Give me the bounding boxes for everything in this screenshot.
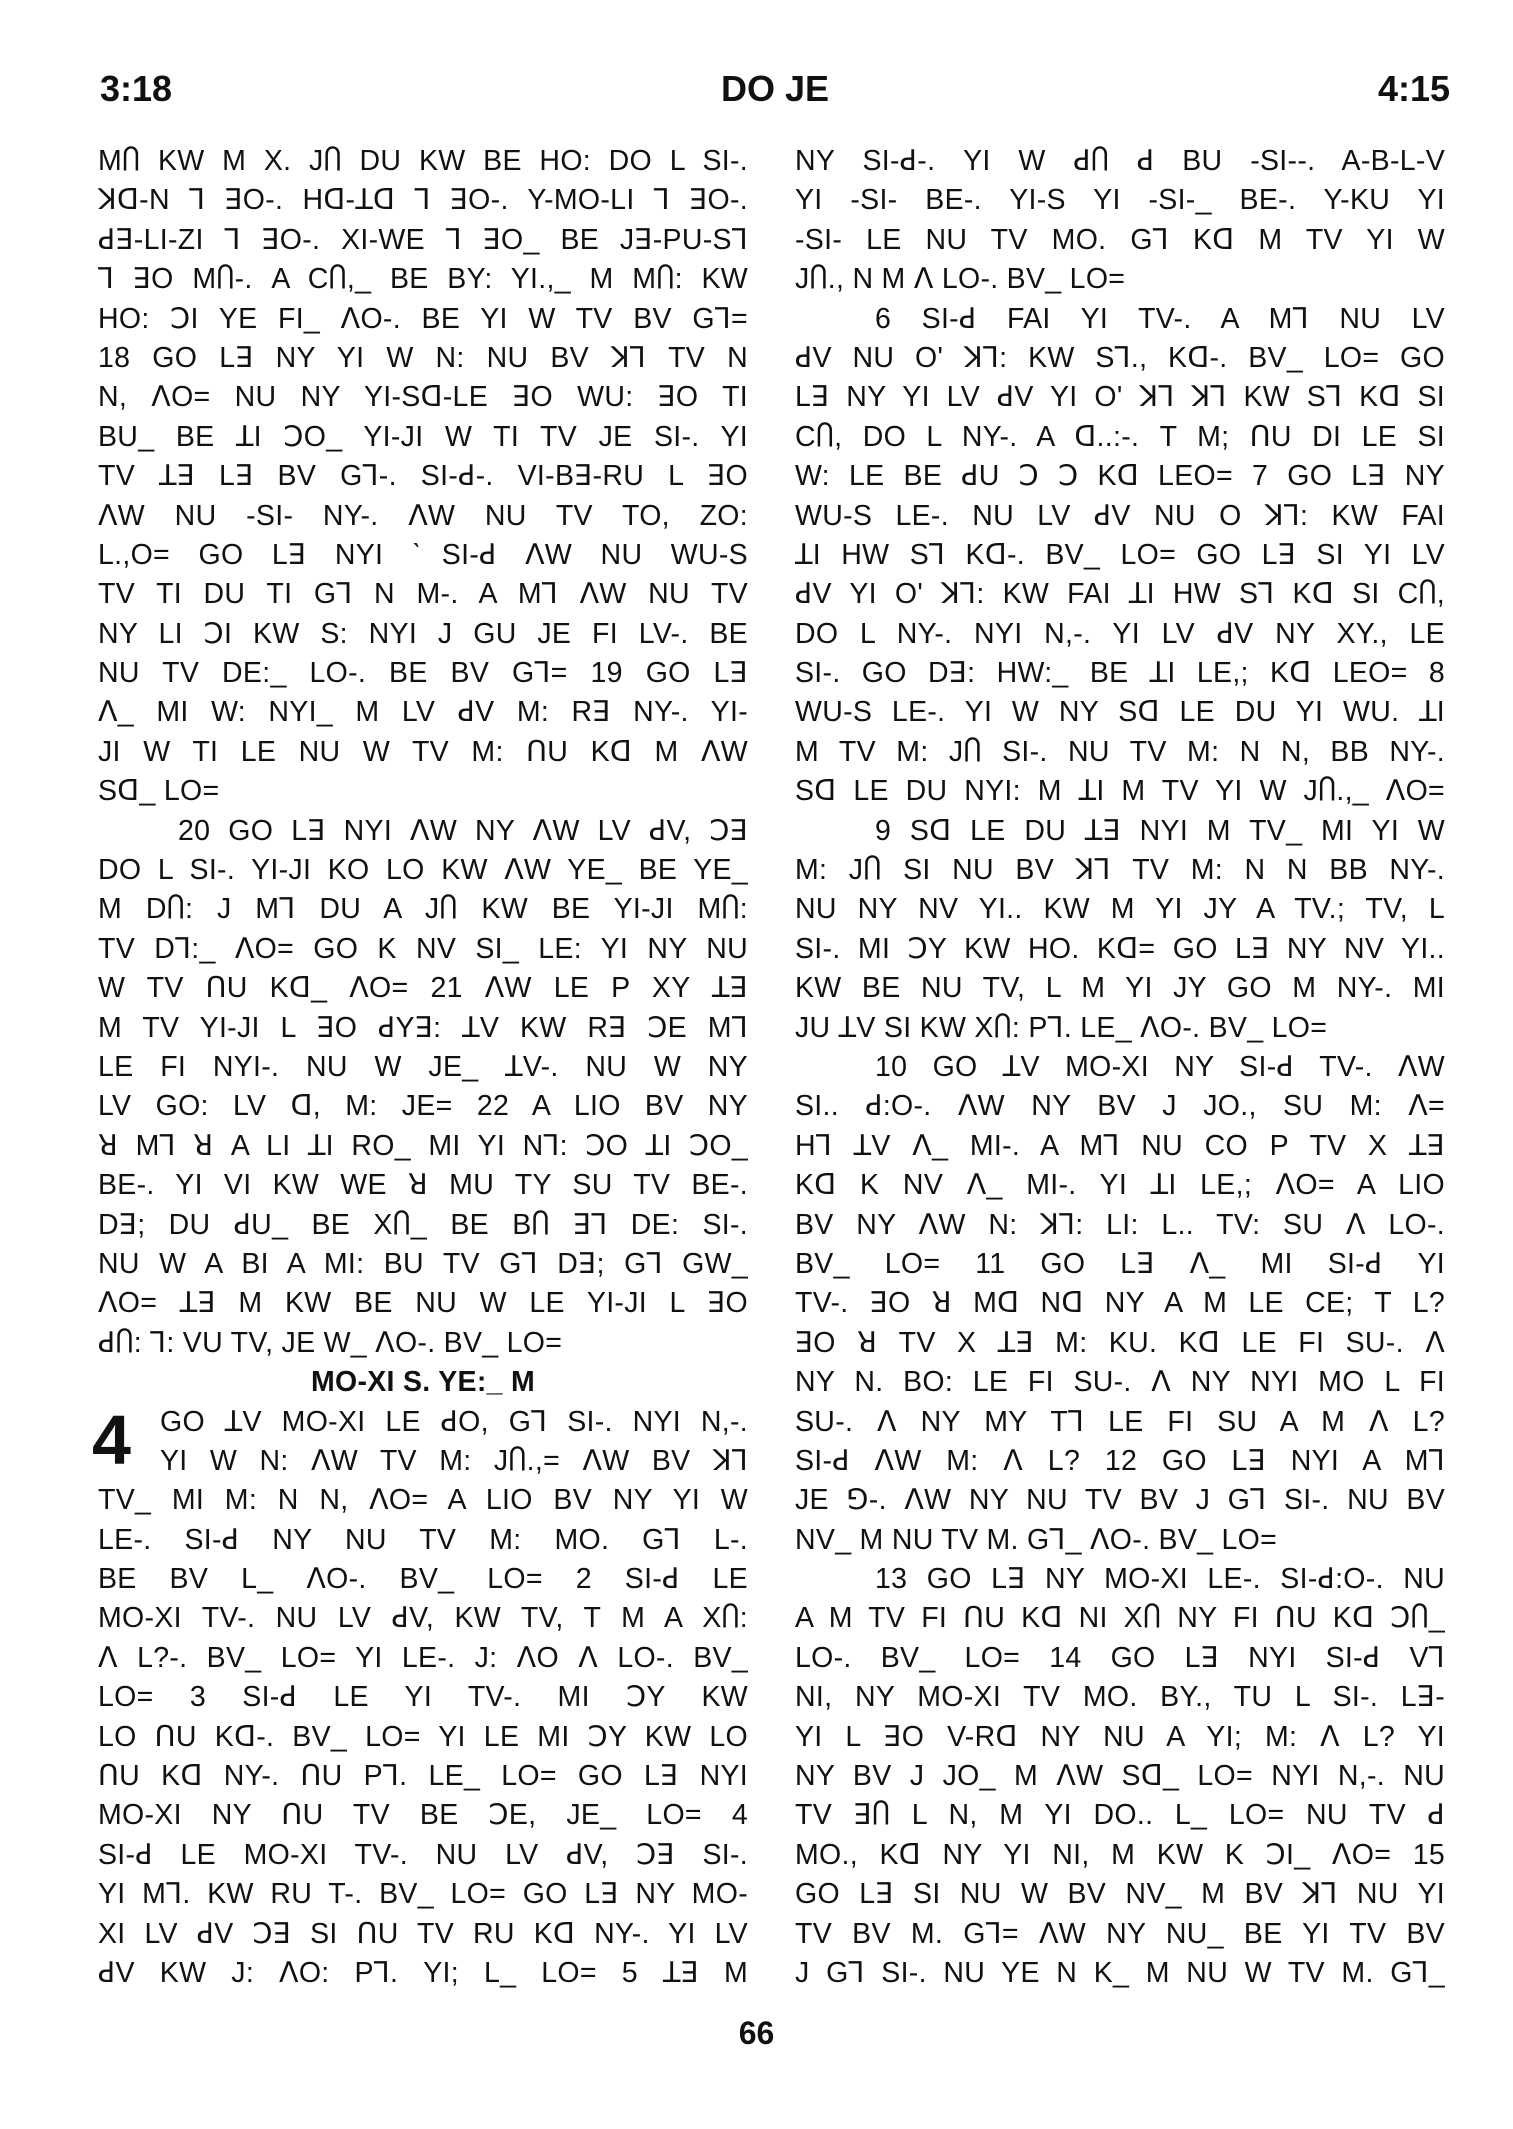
text-line: M TV YI-JI L ꓱO ꓒYꓱ: ꓕV KW Rꓱ ꓛE Mꓶ [98,1011,748,1044]
text-line: NY LI ꓛI KW S: NYI J GU JE FI LV-. BE [98,617,748,650]
text-line: 13 GO Lꓱ NY MO-XI LE-. SI-ꓒ:O-. NU [875,1563,1445,1596]
text-line: JI W TI LE NU W TV M: ꓵU Kᗡ M ꓥW [98,735,748,768]
text-line: NI, NY MO-XI TV MO. BY., TU L SI-. Lꓱ- [795,1681,1445,1714]
text-line: ꓒꓱ-LI-ZI ꓶ ꓱO-. XI-WE ꓶ ꓱO_ BE Jꓱ-PU-Sꓶ [98,223,748,256]
text-line: BE BV L_ ꓥO-. BV_ LO= 2 SI-ꓒ LE [98,1563,748,1596]
text-line: NY SI-ꓒ-. YI W ꓒႶ ꓒ BU -SI--. A-B-L-V [795,145,1445,177]
text-line: 9 Sᗡ LE DU ꓕꓱ NYI M TV_ MI YI W [875,814,1445,847]
text-line: ꓤ Mꓶ ꓤ A LI ꓕI RO_ MI YI Nꓶ: ꓛO ꓕI ꓛO_ [98,1129,748,1162]
right-para6 [795,300,1445,812]
text-line: ꓶ ꓱO MႶ-. A CႶ,_ BE BY: YI.,_ M MႶ: KW [98,263,748,296]
text-line: SI.. ꓒ:O-. ꓥW NY BV J JO., SU M: ꓥ= [795,1090,1445,1123]
left-before [98,142,748,812]
text-line: ꓒV KW J: ꓥO: Pꓶ. YI; L_ LO= 5 ꓕꓱ M [98,1956,748,1989]
text-line: WU-S LE-. NU LV ꓒV NU O ꓘꓶ: KW FAI [795,499,1445,532]
text-line: ꓒႶ: ꓶ: VU TV, JE W_ ꓥO-. BV_ LO= [98,1326,563,1359]
text-line: L.,O= GO Lꓱ NYI ˋSI-ꓒ ꓥW NU WU-S [98,538,748,571]
text-line: Dꓱ; DU ꓒU_ BE XႶ_ BE BႶ ꓱꓶ DE: SI-. [98,1208,748,1241]
text-line: 10 GO ꓕV MO-XI NY SI-ꓒ TV-. ꓥW [875,1050,1445,1083]
text-line: BE-. YI VI KW WE ꓤ MU TY SU TV BE-. [98,1169,748,1202]
text-line: MႶ KW M X. JႶ DU KW BE HO: DO L SI-. [98,145,748,177]
text-line: HO: ꓛI YE FI_ ꓥO-. BE YI W TV BV Gꓶ= [98,302,748,335]
text-line: Sᗡ_ LO= [98,775,220,808]
text-line: KW BE NU TV, L M YI JY GO M NY-. MI [795,972,1445,1005]
text-line: NY N. BO: LE FI SU-. ꓥ NY NYI MO L FI [795,1366,1445,1399]
text-line: J Gꓶ SI-. NU YE N K_ M NU W TV M. Gꓶ_ [795,1956,1445,1989]
text-line: NU W A BI A MI: BU TV Gꓶ Dꓱ; Gꓶ GW_ [98,1247,748,1280]
text-line: 6 SI-ꓒ FAI YI TV-. A Mꓶ NU LV [875,302,1445,335]
text-line: TV TI DU TI Gꓶ N M-. A Mꓶ ꓥW NU TV [98,578,748,611]
right-para9 [795,812,1445,1048]
left-para20 [98,812,748,1363]
text-line: ꓥW NU -SI- NY-. ꓥW NU TV TO, ZO: [98,499,748,532]
text-line: NU TV DE:_ LO-. BE BV Gꓶ= 19 GO Lꓱ [98,657,748,690]
text-line: JႶ., N M ꓥ LO-. BV_ LO= [795,263,1126,296]
text-line: ꓥ L?-. BV_ LO= YI LE-. J: ꓥO ꓥ LO-. BV_ [98,1641,748,1674]
header-left-reference: 3:18 [100,68,173,109]
text-line: ꓥ_ MI W: NYI_ M LV ꓒV M: Rꓱ NY-. YI- [98,696,748,729]
text-line: ꓵU Kᗡ NY-. ꓵU Pꓶ. LE_ LO= GO Lꓱ NYI [98,1760,748,1793]
text-line: BV NY ꓥW N: ꓘꓶ: LI: L.. TV: SU ꓥ LO-. [795,1208,1445,1241]
text-line: M DႶ: J Mꓶ DU A JႶ KW BE YI-JI MႶ: [98,893,748,926]
text-line: GO ꓕV MO-XI LE ꓒO, Gꓶ SI-. NYI N,-. [160,1405,748,1438]
text-line: GO Lꓱ SI NU W BV NV_ M BV ꓘꓶ NU YI [795,1878,1445,1911]
text-line: SI-. MI ꓛY KW HO. Kᗡ= GO Lꓱ NY NV YI.. [795,932,1445,965]
text-line: SI-. GO Dꓱ: HW:_ BE ꓕI LE,; Kᗡ LEO= 8 [795,657,1445,690]
text-line: TV_ MI M: N N, ꓥO= A LIO BV NY YI W [98,1484,748,1517]
text-line: SI-ꓒ ꓥW M: ꓥ L? 12 GO Lꓱ NYI A Mꓶ [795,1444,1445,1477]
page-header [100,68,1450,128]
text-line: 18 GO Lꓱ NY YI W N: NU BV ꓘꓶ TV N [98,341,748,374]
text-line: DO L SI-. YI-JI KO LO KW ꓥW YE_ BE YE_ [98,854,748,887]
text-line: W: LE BE ꓒU ꓛ ꓛ Kᗡ LEO= 7 GO Lꓱ NY [795,460,1445,493]
text-line: ꓒV NU O' ꓘꓶ: KW Sꓶ., Kᗡ-. BV_ LO= GO [795,341,1445,374]
left-column [92,142,748,1993]
right-para13 [795,1560,1445,1993]
text-line: MO., Kᗡ NY YI NI, M KW K ꓛI_ ꓥO= 15 [795,1838,1445,1871]
right-before [795,142,1445,300]
text-line: ꓒV YI O' ꓘꓶ: KW FAI ꓕI HW Sꓶ Kᗡ SI CႶ, [795,578,1445,611]
text-line: SI-ꓒ LE MO-XI TV-. NU LV ꓒV, ꓛꓱ SI-. [98,1838,748,1871]
chapter-opening [92,1400,748,1482]
text-line: LE FI NYI-. NU W JE_ ꓕV-. NU W NY [98,1050,748,1083]
text-line: YI L ꓱO V-Rᗡ NY NU A YI; M: ꓥ L? YI [795,1720,1445,1753]
header-right-reference: 4:15 [1377,68,1450,109]
text-line: YI Mꓶ. KW RU T-. BV_ LO= GO Lꓱ NY MO- [98,1878,748,1911]
text-line: TV-. ꓱO ꓤ Mᗡ Nᗡ NY A M LE CE; T L? [795,1287,1445,1320]
text-line: DO L NY-. NYI N,-. YI LV ꓒV NY XY., LE [795,617,1445,650]
text-line: Sᗡ LE DU NYI: M ꓕI M TV YI W JႶ.,_ ꓥO= [795,775,1445,808]
right-column [795,142,1445,1993]
text-line: BV_ LO= 11 GO Lꓱ ꓥ_ MI SI-ꓒ YI [795,1247,1445,1280]
chapter-rest [98,1481,748,1993]
text-line: MO-XI TV-. NU LV ꓒV, KW TV, T M A XႶ: [98,1602,748,1635]
right-para10 [795,1048,1445,1560]
text-line: TV Dꓶ:_ ꓥO= GO K NV SI_ LE: YI NY NU [98,932,748,965]
text-line: SU-. ꓥ NY MY Tꓶ LE FI SU A M ꓥ L? [795,1405,1445,1438]
page-number: 66 [738,2015,775,2051]
text-line: -SI- LE NU TV MO. Gꓶ Kᗡ M TV YI W [795,223,1445,256]
text-line: ꓕI HW Sꓶ Kᗡ-. BV_ LO= GO Lꓱ SI YI LV [795,538,1445,571]
text-line: W TV ꓵU Kᗡ_ ꓥO= 21 ꓥW LE P XY ꓕꓱ [98,972,748,1005]
text-line: TV BV M. Gꓶ= ꓥW NY NU_ BE YI TV BV [795,1917,1445,1950]
text-line: XI LV ꓒV ꓛꓱ SI ꓵU TV RU Kᗡ NY-. YI LV [98,1917,748,1950]
text-line: MO-XI NY ꓵU TV BE ꓛE, JE_ LO= 4 [98,1799,748,1832]
text-line: JE ꓨ-. ꓥW NY NU TV BV J Gꓶ SI-. NU BV [795,1484,1445,1517]
text-line: LV GO: LV ᗡ, M: JE= 22 A LIO BV NY [98,1090,748,1123]
chapter-number: 4 [92,1400,131,1479]
chapter-first-lines [98,1403,748,1482]
text-line: WU-S LE-. YI W NY Sᗡ LE DU YI WU. ꓕI [795,696,1445,729]
chapter-heading: MO-XI S. YE:_ M [310,1366,536,1399]
text-line: BU_ BE ꓕI ꓛO_ YI-JI W TI TV JE SI-. YI [98,420,748,453]
text-line: 20 GO Lꓱ NYI ꓥW NY ꓥW LV ꓒV, ꓛꓱ [178,814,748,847]
text-line: M TV M: JႶ SI-. NU TV M: N N, BB NY-. [795,735,1445,768]
text-line: NY BV J JO_ M ꓥW Sᗡ_ LO= NYI N,-. NU [795,1760,1445,1793]
text-line: ꓥO= ꓕꓱ M KW BE NU W LE YI-JI L ꓱO [98,1287,748,1320]
text-line: TV ꓕꓱ Lꓱ BV Gꓶ-. SI-ꓒ-. VI-Bꓱ-RU L ꓱO [98,460,748,493]
text-line: ꓘᗡ-N ꓶ ꓱO-. Hᗡ-ꓕᗡ ꓶ ꓱO-. Y-MO-LI ꓶ ꓱO-. [98,184,748,217]
text-line: ꓱO ꓤ TV X ꓕꓱ M: KU. Kᗡ LE FI SU-. ꓥ [795,1326,1445,1359]
text-line: JU ꓕV SI KW XႶ: Pꓶ. LE_ ꓥO-. BV_ LO= [795,1011,1328,1044]
text-line: LO ꓵU Kᗡ-. BV_ LO= YI LE MI ꓛY KW LO [98,1720,748,1753]
text-line: CႶ, DO L NY-. A ᗡ..:-. T M; ꓵU DI LE SI [795,420,1445,453]
header-book-title: DO JE [720,68,830,109]
text-line: M: JႶ SI NU BV ꓘꓶ TV M: N N BB NY-. [795,854,1445,887]
text-line: N, ꓥO= NU NY YI-Sᗡ-LE ꓱO WU: ꓱO TI [98,381,748,414]
text-line: Lꓱ NY YI LV ꓒV YI O' ꓘꓶ ꓘꓶ KW Sꓶ Kᗡ SI [795,381,1445,414]
text-line: YI W N: ꓥW TV M: JႶ.,= ꓥW BV ꓘꓶ [160,1444,748,1477]
text-line: LO-. BV_ LO= 14 GO Lꓱ NYI SI-ꓒ Vꓶ [795,1641,1445,1674]
text-line: YI -SI- BE-. YI-S YI -SI-_ BE-. Y-KU YI [795,184,1445,217]
text-line: LO= 3 SI-ꓒ LE YI TV-. MI ꓛY KW [98,1681,748,1714]
text-line: NU NY NV YI.. KW M YI JY A TV.; TV, L [795,893,1445,926]
text-line: Hꓶ ꓕV ꓥ_ MI-. A Mꓶ NU CO P TV X ꓕꓱ [795,1129,1445,1162]
text-line: A M TV FI ꓵU Kᗡ NI XႶ NY FI ꓵU Kᗡ ꓛႶ_ [795,1602,1445,1635]
text-line: TV ꓱႶ L N, M YI DO.. L_ LO= NU TV ꓒ [795,1799,1445,1832]
text-line: Kᗡ K NV ꓥ_ MI-. YI ꓕI LE,; ꓥO= A LIO [795,1169,1445,1202]
text-line: LE-. SI-ꓒ NY NU TV M: MO. Gꓶ L-. [98,1523,748,1556]
text-line: NV_ M NU TV M. Gꓶ_ ꓥO-. BV_ LO= [795,1523,1278,1556]
